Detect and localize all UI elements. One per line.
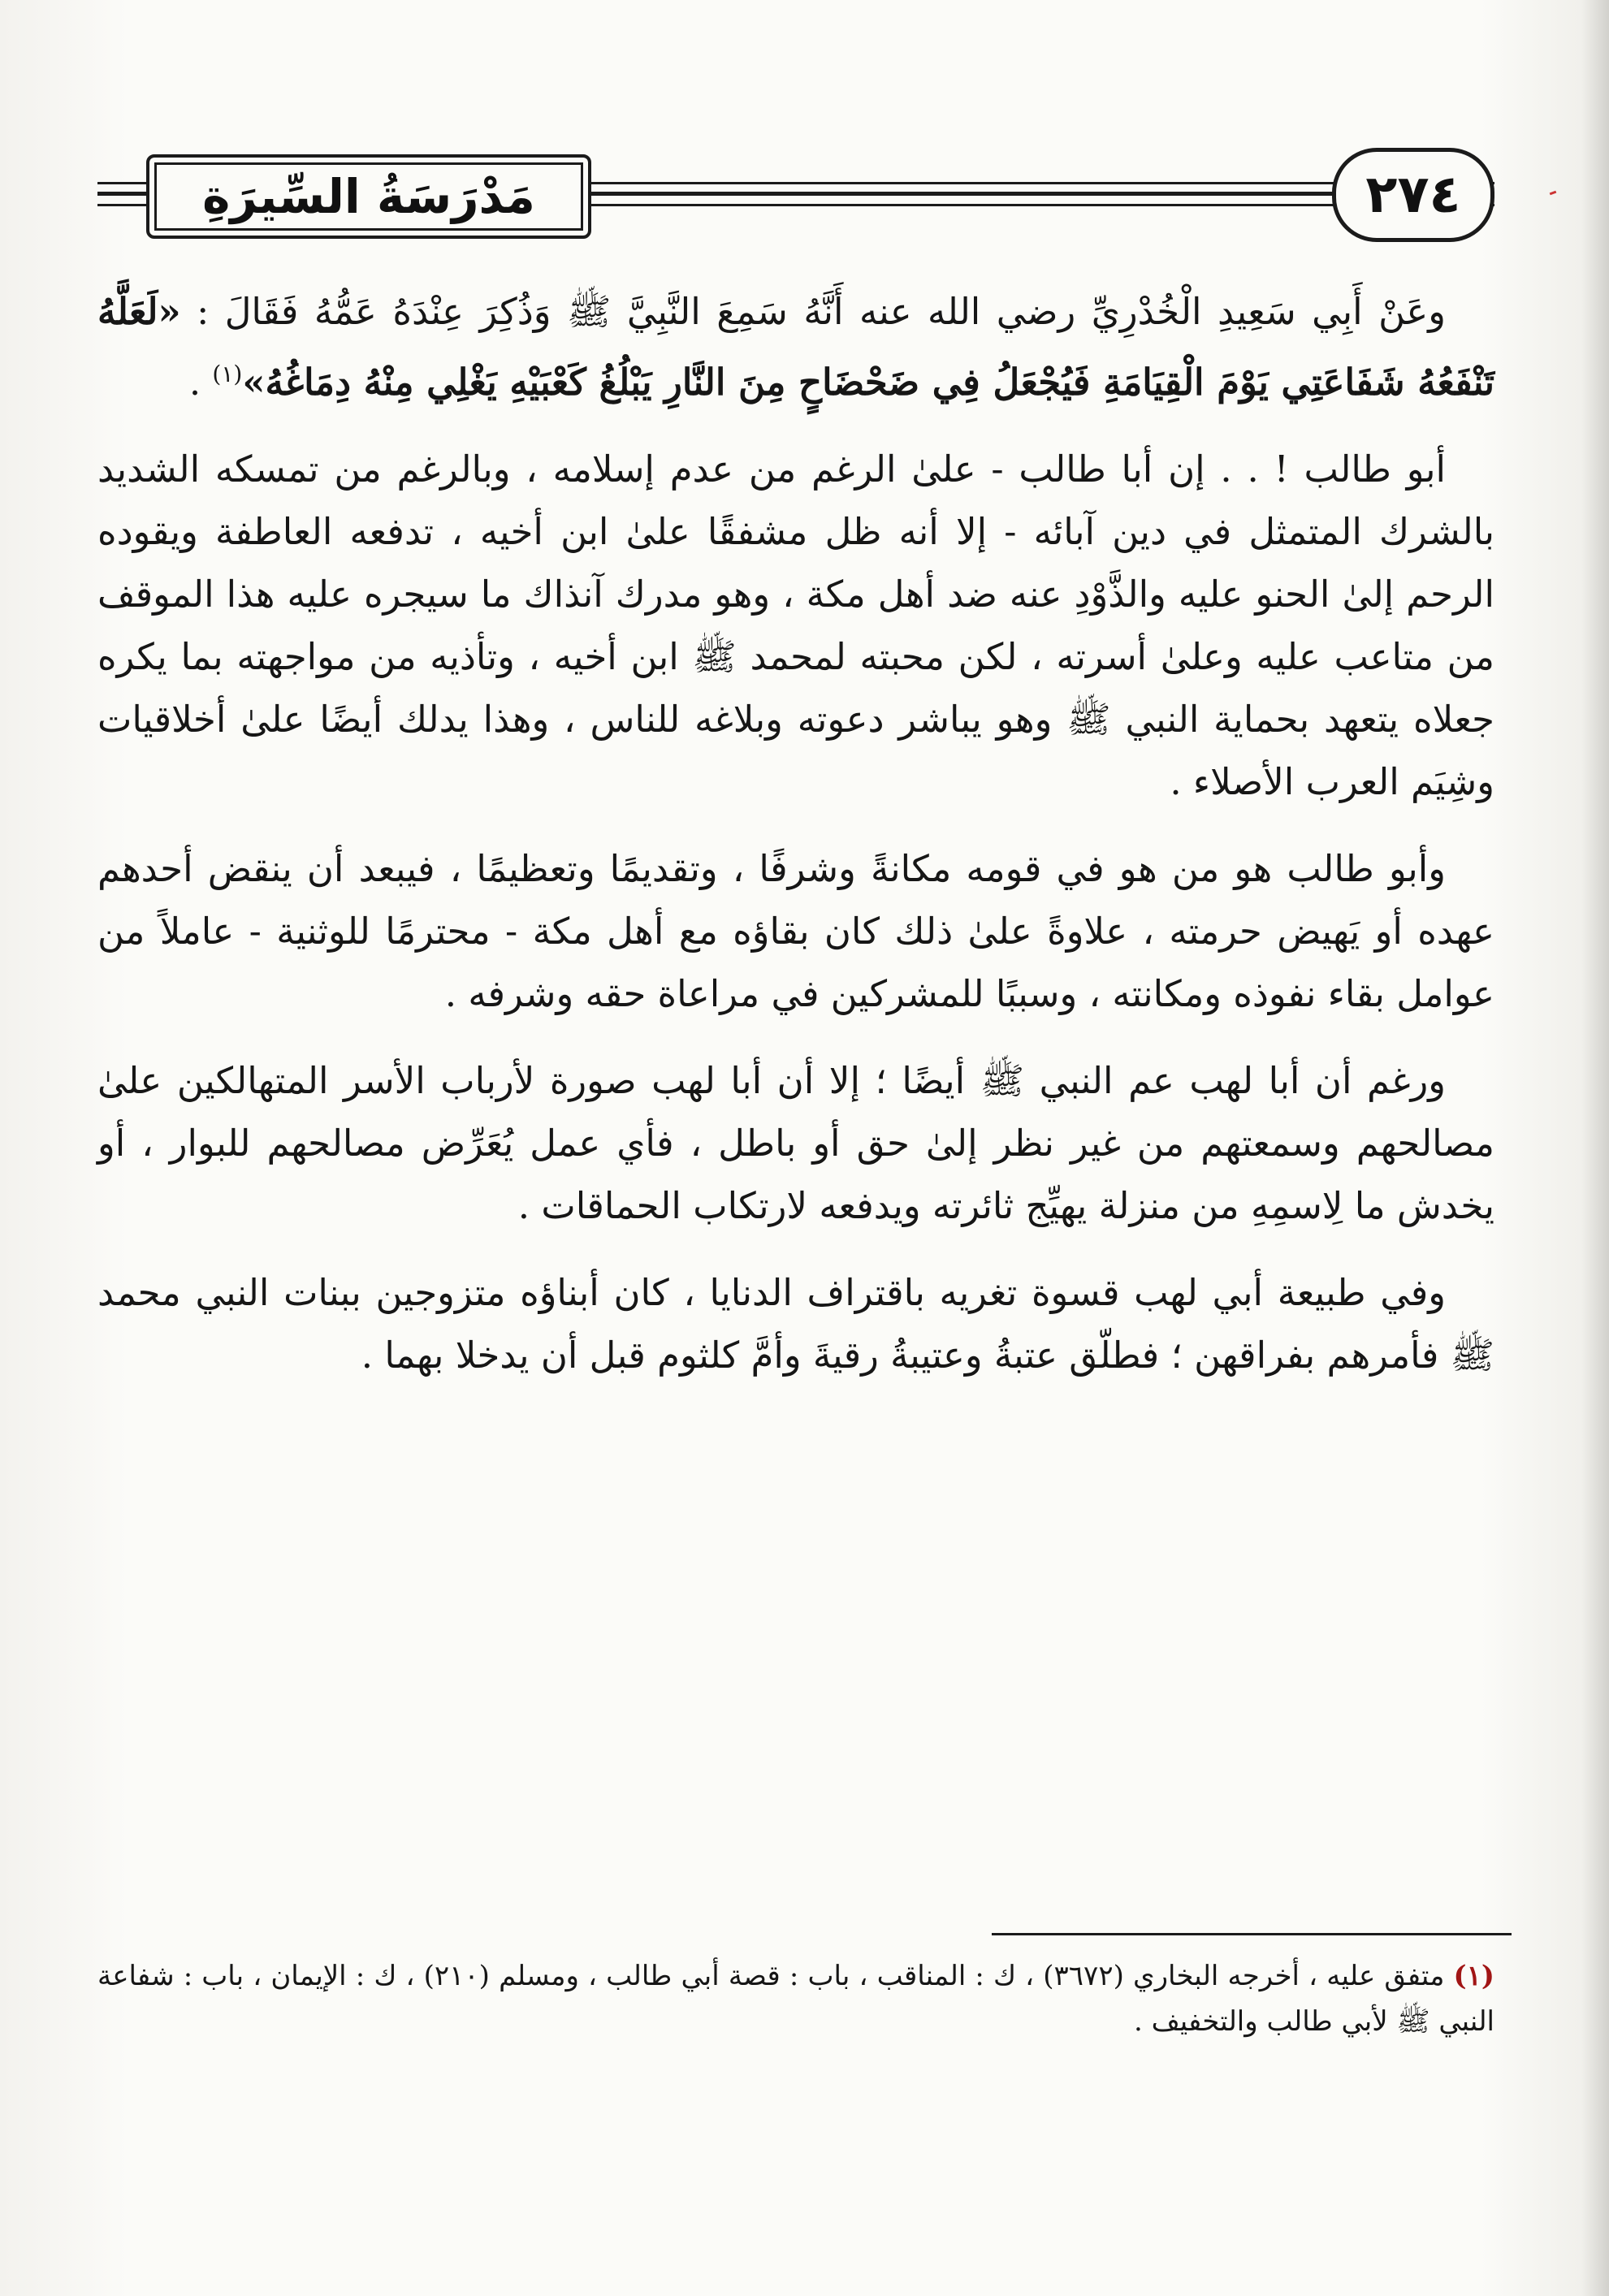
book-title: مَدْرَسَةُ السِّيرَةِ [202, 169, 535, 224]
footnotes [97, 1953, 1494, 2044]
footnote-number: (١) [1453, 1960, 1494, 1992]
ink-mark [1550, 191, 1557, 196]
page-edge-shadow [1581, 0, 1609, 2296]
hadith-quote: «لَعَلَّهُ تَنْفَعُهُ شَفَاعَتِي يَوْمَ الْقِيَامَةِ فَيُجْعَلُ فِي ضَحْضَاحٍ مِنَ النَّارِ يَبْلُغُ كَعْبَيْهِ يَغْلِي مِنْهُ دِمَاغُهُ» [97, 290, 1494, 404]
page-header [97, 148, 1494, 245]
paragraph: ورغم أن أبا لهب عم النبي ﷺ أيضًا ؛ إلا أن أبا لهب صورة لأرباب الأسر المتهالكين علىٰ مصالحهم وسمعتهم من غير نظر إلىٰ حق أو باطل ، فأي عمل يُعَرِّض مصالحهم للبوار ، أو يخدش ما لِاسمِهِ من منزلة يهيِّج ثائرته ويدفعه لارتكاب الحماقات . [97, 1059, 1494, 1227]
footnote-text: متفق عليه ، أخرجه البخاري (٣٦٧٢) ، ك : المناقب ، باب : قصة أبي طالب ، ومسلم (٢١٠) ، ك : الإيمان ، باب : شفاعة النبي ﷺ لأبي طالب والتخفيف . [97, 1960, 1494, 2038]
paragraph: وأبو طالب هو من هو في قومه مكانةً وشرفًا ، وتقديمًا وتعظيمًا ، فيبعد أن ينقض أحدهم عهده أو يَهيض حرمته ، علاوةً علىٰ ذلك كان بقاؤه مع أهل مكة - محترمًا للوثنية - عاملاً من عوامل بقاء نفوذه ومكانته ، وسببًا للمشركين في مراعاة حقه وشرفه . [97, 847, 1494, 1015]
hadith-intro: وعَنْ أَبِي سَعِيدِ الْخُدْرِيِّ رضي الله عنه أَنَّهُ سَمِعَ النَّبِيَّ ﷺ وَذُكِرَ عِنْدَهُ عَمُّهُ فَقَالَ : [180, 290, 1446, 333]
footnote-ref: (١) [212, 361, 243, 387]
paragraph [97, 280, 1494, 413]
paragraph: أبو طالب ! . . إن أبا طالب - علىٰ الرغم من عدم إسلامه ، وبالرغم من تمسكه الشديد بالشرك المتمثل في دين آبائه - إلا أنه ظل مشفقًا علىٰ ابن أخيه ، تدفعه العاطفة ويقوده الرحم إلىٰ الحنو عليه والذَّوْدِ عنه ضد أهل مكة ، وهو مدرك آنذاك ما سيجره عليه هذا الموقف من متاعب عليه وعلىٰ أسرته ، لكن محبته لمحمد ﷺ ابن أخيه ، وتأذيه من مواجهته بما يكره جعلاه يتعهد بحماية النبي ﷺ وهو يباشر دعوته وبلاغه للناس ، وهذا يدلك أيضًا علىٰ أخلاقيات وشِيَم العرب الأصلاء . [97, 448, 1494, 803]
page-number: ٢٧٤ [1365, 165, 1461, 225]
paragraph: وفي طبيعة أبي لهب قسوة تغريه باقتراف الدنايا ، كان أبناؤه متزوجين ببنات النبي محمد ﷺ فأمرهم بفراقهن ؛ فطلّق عتبةُ وعتيبةُ رقيةَ وأمَّ كلثوم قبل أن يدخلا بهما . [97, 1271, 1494, 1377]
paragraph-end: . [188, 361, 213, 404]
page-number-frame [1332, 148, 1494, 242]
footnote-separator [992, 1933, 1512, 1935]
footnote [97, 1953, 1494, 2044]
main-text [97, 280, 1494, 1411]
book-title-frame [146, 154, 591, 239]
